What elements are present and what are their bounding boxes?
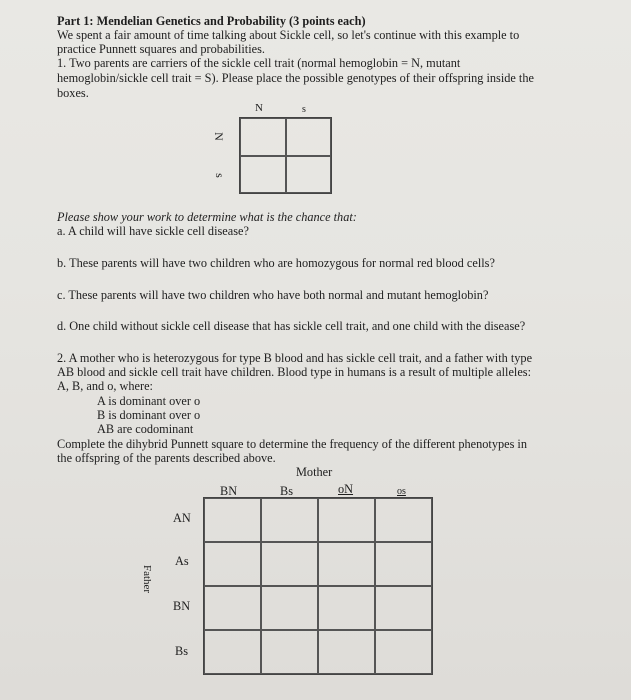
punnett-square-2 xyxy=(203,497,433,675)
p1-row-label-2: s xyxy=(212,173,227,178)
q1-line-2: hemoglobin/sickle cell trait = S). Please place the possible genotypes of their offspring inside the xyxy=(57,71,534,85)
question-b: b. These parents will have two children who are homozygous for normal red blood cells? xyxy=(57,256,495,270)
p2-cell[interactable] xyxy=(261,586,318,630)
q2-line-2: AB blood and sickle cell trait have children. Blood type in humans is a result of multiple alleles: xyxy=(57,365,532,379)
p2-row-label-4: Bs xyxy=(175,644,188,658)
p1-col-label-1: N xyxy=(255,102,263,114)
p2-row-label-2: As xyxy=(175,554,189,568)
p2-cell[interactable] xyxy=(204,630,261,674)
father-label: Father xyxy=(141,564,154,594)
question-a: a. A child will have sickle cell disease? xyxy=(57,224,249,238)
p2-cell[interactable] xyxy=(318,630,375,674)
p1-cell-ns[interactable] xyxy=(286,118,332,156)
p2-col-label-4: os xyxy=(397,486,406,497)
p2-cell[interactable] xyxy=(375,586,432,630)
p2-cell[interactable] xyxy=(261,498,318,542)
complete-line-2: the offspring of the parents described above. xyxy=(57,451,276,465)
complete-line-1: Complete the dihybrid Punnett square to determine the frequency of the different phenotypes in xyxy=(57,437,527,451)
show-work-instruction: Please show your work to determine what is the chance that: xyxy=(57,210,357,224)
q1-line-3: boxes. xyxy=(57,86,89,100)
intro-line-2: practice Punnett squares and probabilities. xyxy=(57,42,265,56)
p1-row-label-1: N xyxy=(211,132,226,141)
p2-cell[interactable] xyxy=(261,630,318,674)
q2-line-1: 2. A mother who is heterozygous for type B blood and has sickle cell trait, and a father with type xyxy=(57,351,533,365)
p2-cell[interactable] xyxy=(318,498,375,542)
p2-col-label-1: BN xyxy=(220,484,238,498)
p2-col-label-3: oN xyxy=(338,482,354,496)
question-c: c. These parents will have two children who have both normal and mutant hemoglobin? xyxy=(57,288,489,302)
p2-cell[interactable] xyxy=(375,498,432,542)
question-d: d. One child without sickle cell disease that has sickle cell trait, and one child with the disease? xyxy=(57,319,526,333)
p1-col-label-2: s xyxy=(302,104,306,115)
p2-cell[interactable] xyxy=(261,542,318,586)
p2-cell[interactable] xyxy=(204,542,261,586)
intro-line-1: We spent a fair amount of time talking about Sickle cell, so let's continue with this example to xyxy=(57,28,520,42)
p1-cell-sn[interactable] xyxy=(240,156,286,194)
p2-cell[interactable] xyxy=(204,586,261,630)
p2-col-label-2: Bs xyxy=(280,484,293,498)
codominance: AB are codominant xyxy=(97,422,194,436)
punnett-square-1 xyxy=(239,117,332,194)
q1-line-1: 1. Two parents are carriers of the sickle cell trait (normal hemoglobin = N, mutant xyxy=(57,56,461,70)
p2-row-label-3: BN xyxy=(173,599,191,613)
p2-cell[interactable] xyxy=(375,630,432,674)
p2-row-label-1: AN xyxy=(173,511,191,525)
p2-cell[interactable] xyxy=(375,542,432,586)
dominance-b: B is dominant over o xyxy=(97,408,201,422)
p1-cell-ss[interactable] xyxy=(286,156,332,194)
mother-label: Mother xyxy=(296,465,333,479)
p2-cell[interactable] xyxy=(318,542,375,586)
p1-cell-nn[interactable] xyxy=(240,118,286,156)
p2-cell[interactable] xyxy=(204,498,261,542)
part1-title: Part 1: Mendelian Genetics and Probability (3 points each) xyxy=(57,14,366,28)
p2-cell[interactable] xyxy=(318,586,375,630)
q2-line-3: A, B, and o, where: xyxy=(57,379,153,393)
dominance-a: A is dominant over o xyxy=(97,394,201,408)
